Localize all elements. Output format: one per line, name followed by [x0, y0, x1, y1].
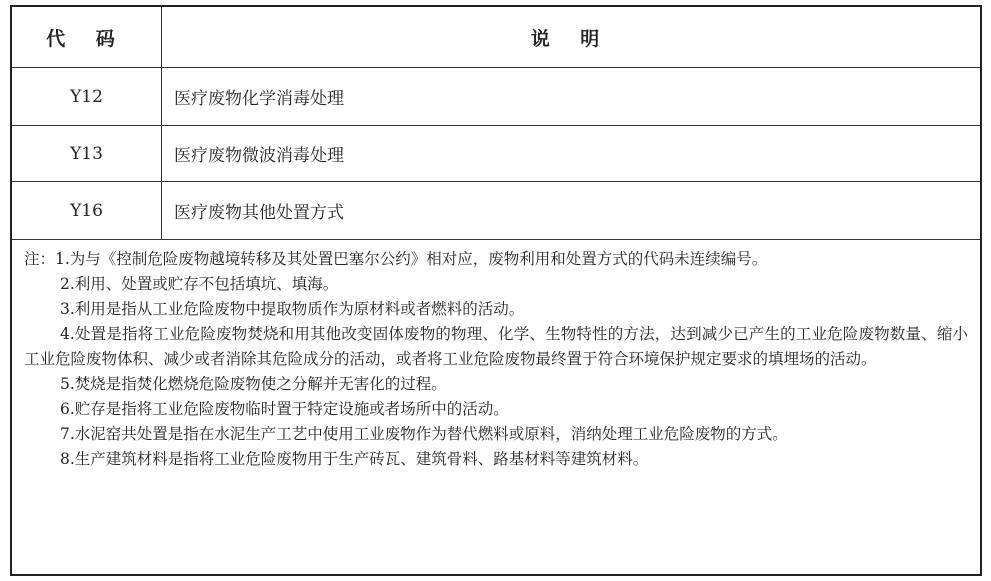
disposal-code-table	[10, 5, 982, 576]
table-row	[12, 126, 980, 182]
note-8: 8.生产建筑材料是指将工业危险废物用于生产砖瓦、建筑骨料、路基材料等建筑材料。	[60, 450, 649, 468]
note-5: 5.焚烧是指焚化燃烧危险废物使之分解并无害化的过程。	[60, 375, 447, 393]
note-4: 4.处置是指将工业危险废物焚烧和用其他改变固体废物的物理、化学、生物特性的方法，达到减少已产生的工业危险废物数量、缩小工业危险废物体积、减少或者消除其危险成分的活动，或者将工业危险废物最终置于符合环境保护规定要求的填埋场的活动。	[24, 325, 968, 368]
row-code: Y12	[12, 68, 162, 125]
row-code: Y16	[12, 182, 162, 239]
row-description: 医疗废物化学消毒处理	[174, 89, 344, 109]
row-description: 医疗废物微波消毒处理	[174, 146, 344, 166]
row-description: 医疗废物其他处置方式	[174, 203, 344, 223]
header-description: 说 明	[530, 27, 612, 50]
header-code: 代 码	[12, 7, 162, 67]
row-code: Y13	[12, 126, 162, 181]
table-row	[12, 182, 980, 240]
table-notes	[12, 240, 980, 574]
note-3: 3.利用是指从工业危险废物中提取物质作为原材料或者燃料的活动。	[60, 300, 525, 318]
table-row	[12, 68, 980, 126]
table-header-row	[12, 7, 980, 68]
note-6: 6.贮存是指将工业危险废物临时置于特定设施或者场所中的活动。	[60, 400, 509, 418]
note-1: 注：1.为与《控制危险废物越境转移及其处置巴塞尔公约》相对应，废物利用和处置方式的代码未连续编号。	[24, 250, 768, 268]
note-2: 2.利用、处置或贮存不包括填坑、填海。	[60, 275, 339, 293]
note-7: 7.水泥窑共处置是指在水泥生产工艺中使用工业废物作为替代燃料或原料，消纳处理工业危险废物的方式。	[60, 425, 788, 443]
